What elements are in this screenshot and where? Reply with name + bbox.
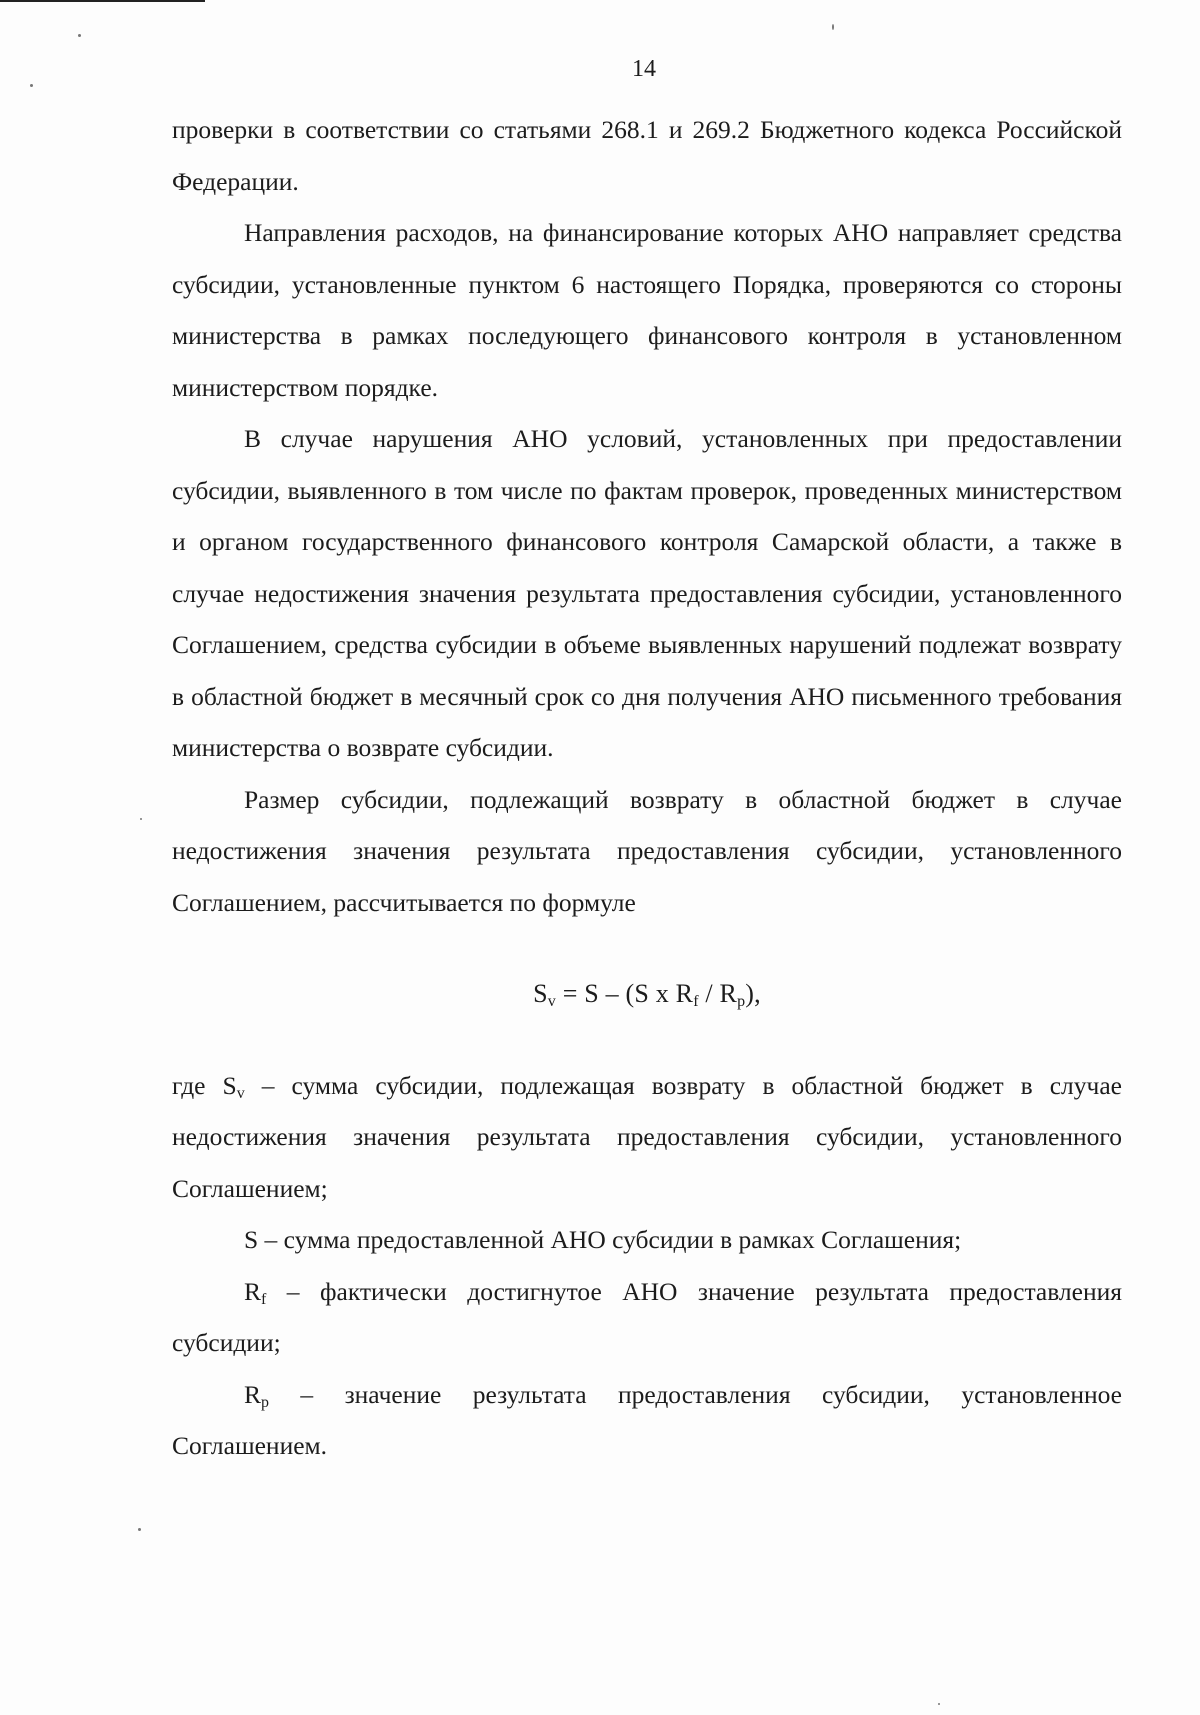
definition-rf-subscript: f: [261, 1290, 267, 1308]
scan-speck: [30, 84, 33, 87]
scan-speck: [832, 24, 834, 30]
formula-rf-subscript: f: [693, 993, 699, 1010]
formula-rp-subscript: p: [737, 993, 746, 1010]
formula-lhs-subscript: v: [547, 993, 556, 1010]
definition-s: S – сумма предоставленной АНО субсидии в рамках Соглашения;: [244, 1225, 962, 1254]
definition-rf-prefix: R: [244, 1276, 262, 1306]
paragraph-3: В случае нарушения АНО условий, установленных при предоставлении субсидии, выявленного в том числе по фактам проверок, проведенных министерством и органом государственного финансового контроля Самарской области, а также в случае недостижения значения результата предоставления субсидии, установленного Соглашением, средства субсидии в объеме выявленных нарушений подлежат возврату в областной бюджет в месячный срок со дня получения АНО письменного требования министерства о возврате субсидии.: [172, 424, 1122, 762]
definition-rf: [172, 1266, 1122, 1369]
definition-rp-text: – значение результата предоставления субсидии, установленное Соглашением.: [172, 1379, 1122, 1460]
formula-definitions: [172, 1060, 1122, 1472]
page-number: 14: [632, 56, 656, 82]
formula-part-2: / R: [698, 979, 738, 1008]
scan-speck: [140, 818, 142, 820]
scan-speck: [78, 34, 81, 37]
document-body: [172, 104, 1122, 1472]
scan-edge-rule: [0, 0, 205, 2]
formula-part-3: ),: [745, 979, 761, 1008]
definition-sv-text: – сумма субсидии, подлежащая возврату в областной бюджет в случае недостижения значения результата предоставления субсидии, установленного Соглашением;: [172, 1070, 1122, 1203]
formula-part-1: = S – (S x R: [556, 979, 694, 1008]
definition-sv-subscript: v: [236, 1084, 245, 1102]
scan-speck: [938, 1703, 940, 1705]
definition-rp: [172, 1369, 1122, 1472]
paragraph-2: Направления расходов, на финансирование которых АНО направляет средства субсидии, установленные пунктом 6 настоящего Порядка, проверяются со стороны министерства в рамках последующего финансового контроля в установленном министерством порядке.: [172, 218, 1122, 402]
scan-speck: [138, 1528, 141, 1531]
formula-lhs: S: [533, 979, 548, 1008]
refund-formula: [172, 968, 1122, 1020]
paragraph-4: Размер субсидии, подлежащий возврату в областной бюджет в случае недостижения значения результата предоставления субсидии, установленного Соглашением, рассчитывается по формуле: [172, 784, 1122, 917]
definition-rp-prefix: R: [244, 1379, 262, 1409]
definition-rp-subscript: p: [261, 1393, 270, 1411]
definition-sv: [172, 1060, 1122, 1215]
definition-rf-text: – фактически достигнутое АНО значение результата предоставления субсидии;: [172, 1276, 1122, 1357]
paragraph-1: проверки в соответствии со статьями 268.1 и 269.2 Бюджетного кодекса Российской Федерации.: [172, 115, 1122, 196]
definition-sv-prefix: где S: [172, 1070, 237, 1100]
